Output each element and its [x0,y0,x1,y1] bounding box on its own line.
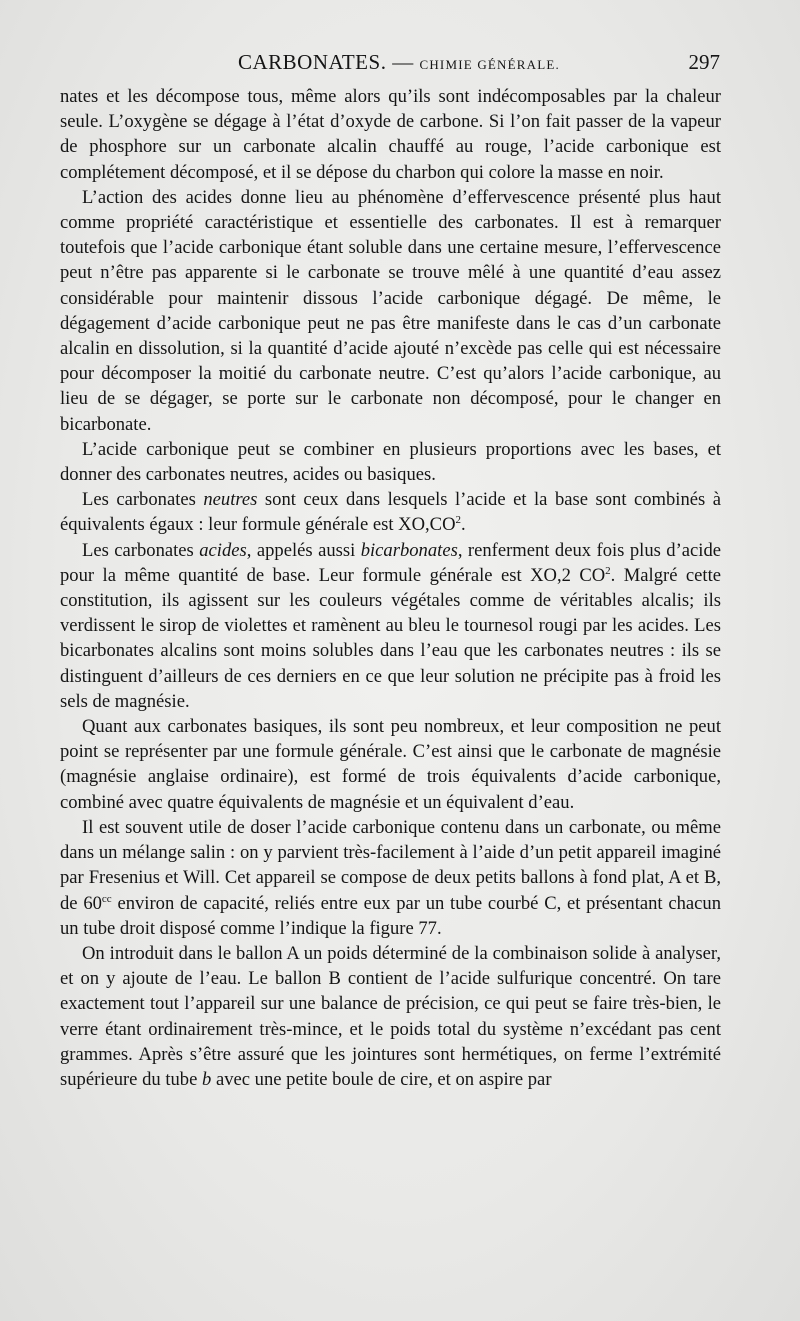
page-body [60,84,721,1092]
header-dash: — [392,50,414,74]
p7-text-a: Il est souvent utile de doser l’acide carbonique contenu dans un carbonate, ou même dans un mélange salin : on y parvient très-facilement à l’aide d’un petit appareil imaginé par Fresenius et Will. Cet appareil se compose de deux petits ballons à fond plat, A et B, de 60 [60,816,721,914]
p8-text-a: On introduit dans le ballon A un poids déterminé de la combinaison solide à analyser, et on y ajoute de l’eau. Le ballon B contient de l’acide sulfurique concentré. On tare exactement tout l’appareil sur une balance de précision, ce qui peut se faire très-bien, le verre étant ordinairement très-mince, et le poids total du système n’excédant pas cent grammes. Après s’être assuré que les jointures sont hermétiques, on ferme l’extrémité supérieure du tube [60,942,721,1090]
p5-text-a: Les carbonates [82,539,200,561]
running-title [238,50,560,75]
paragraph-2: L’action des acides donne lieu au phénomène d’effervescence présenté plus haut comme propriété caractéristique et essentielle des carbonates. Il est à remarquer toutefois que l’acide carbonique étant soluble dans une certaine mesure, l’effervescence peut n’être pas apparente si le carbonate se trouve mêlé à une quantité d’eau assez considérable pour maintenir dissous l’acide carbonique dégagé. De même, le dégagement d’acide carbonique peut ne pas être manifeste dans le cas d’un carbonate alcalin en dissolution, si la quantité d’acide ajouté n’excède pas celle qui est nécessaire pour décomposer la moitié du carbonate neutre. C’est qu’alors l’acide carbonique, au lieu de se dégager, se porte sur le carbonate non décomposé, pour le changer en bicarbonate. [60,186,721,435]
header-title: CARBONATES. [238,50,387,74]
p4-italic-neutres: neutres [203,489,258,511]
p5-italic-bicarbonates: bicarbonates [360,539,458,561]
p5-text-c: , appelés aussi [246,539,361,561]
p4-text-c: sont ceux dans lesquels l’acide et la base sont combinés à équivalents égaux : leur formule générale est XO,CO [60,489,721,536]
paragraph-3: L’acide carbonique peut se combiner en plusieurs proportions avec les bases, et donner des carbonates neutres, acides ou basiques. [60,438,721,486]
paragraph-4 [60,487,721,537]
p7-text-c: environ de capacité, reliés entre eux par un tube courbé C, et présentant chacun un tube droit disposé comme l’indique la figure 77. [60,892,722,939]
p5-superscript: 2 [605,564,611,577]
p7-superscript: cc [101,892,112,905]
p5-text-e: , renferment deux fois plus d’acide pour la même quantité de base. Leur formule générale est XO,2 CO [60,539,722,586]
page-number: 297 [688,50,720,74]
p5-italic-acides: acides [199,539,247,561]
p8-italic-b: b [202,1068,212,1090]
header-section: CHIMIE GÉNÉRALE. [419,57,560,72]
running-header [60,50,720,80]
paragraph-8 [60,941,721,1092]
paragraph-7 [60,815,721,941]
paragraph-1: nates et les décompose tous, même alors qu’ils sont indécomposables par la chaleur seule. L’oxygène se dégage à l’état d’oxyde de carbone. Si l’on fait passer de la vapeur de phosphore sur un carbonate alcalin chauffé au rouge, l’acide carbonique est complétement décomposé, et il se dépose du charbon qui colore la masse en noir. [60,86,721,183]
paragraph-6: Quant aux carbonates basiques, ils sont peu nombreux, et leur composition ne peut point se représenter par une formule générale. C’est ainsi que le carbonate de magnésie (magnésie anglaise ordinaire), est formé de trois équivalents d’acide carbonique, combiné avec quatre équivalents de magnésie et un équivalent d’eau. [60,716,721,813]
paragraph-5 [60,538,721,714]
p4-text-e: . [461,514,466,536]
p4-superscript: 2 [455,514,461,527]
p5-text-g: . Malgré cette constitution, ils agissent sur les couleurs végétales comme de véritables alcalis; ils verdissent le sirop de violettes et ramènent au bleu le tournesol rougi par les acides. Les bicarbonates alcalins sont moins solubles dans l’eau que les carbonates neutres : ils se distinguent d’ailleurs de ces derniers en ce que leur solution ne précipite pas à froid les sels de magnésie. [60,564,721,712]
p4-text-a: Les carbonates [82,489,204,511]
p8-text-c: avec une petite boule de cire, et on aspire par [211,1068,552,1090]
